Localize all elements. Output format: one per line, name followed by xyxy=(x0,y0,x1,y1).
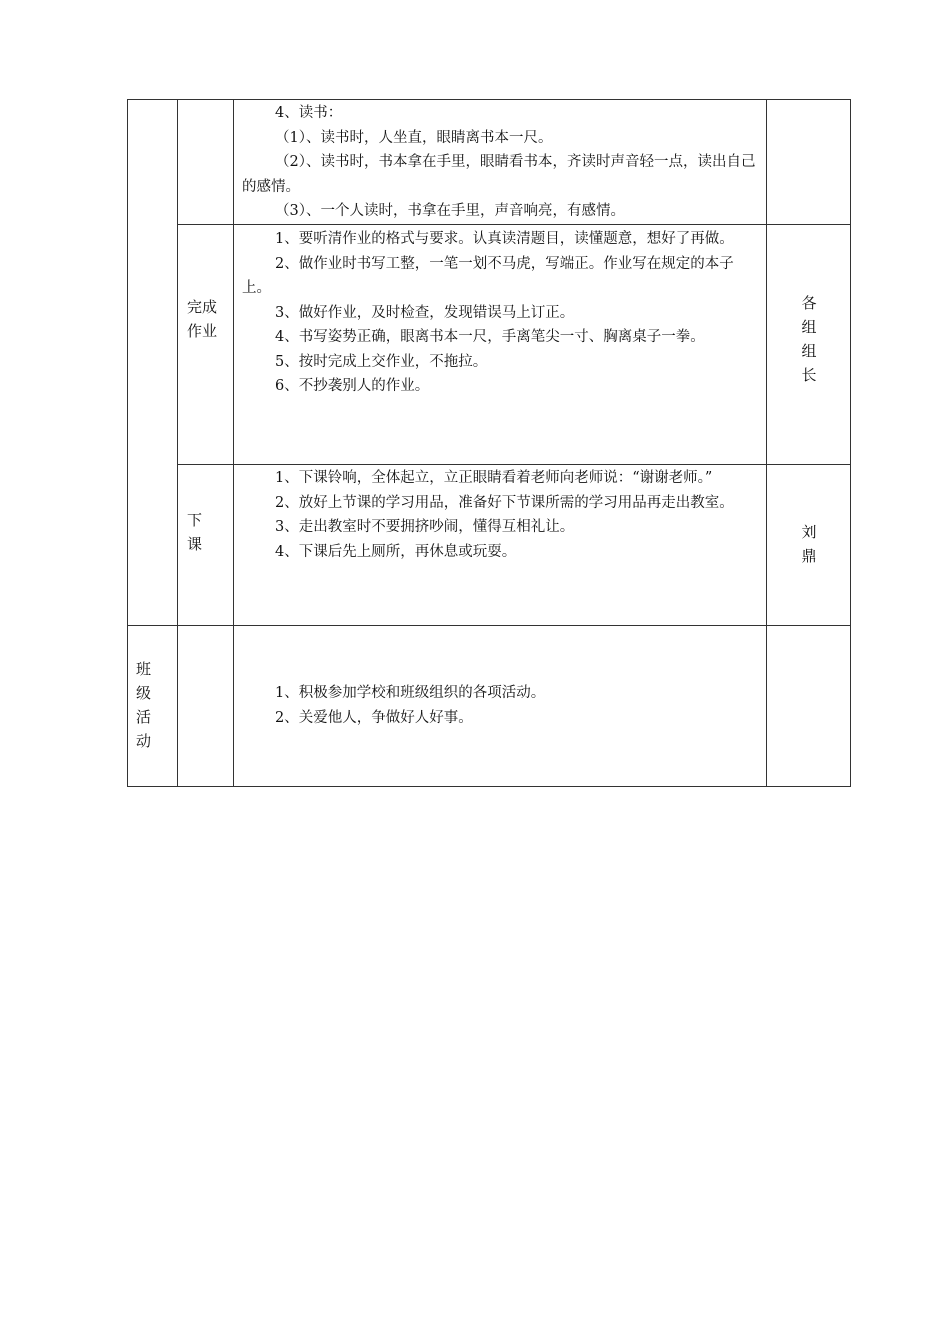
content-line: 3、走出教室时不要拥挤吵闹，懂得互相礼让。 xyxy=(275,519,575,535)
item-text: 下课 xyxy=(187,511,203,553)
responsible-label xyxy=(799,520,819,568)
column-divider xyxy=(177,99,178,787)
item-label xyxy=(187,508,205,556)
content-line: 2、做作业时书写工整，一笔一划不马虎，写端正。作业写在规定的本子上。 xyxy=(242,255,734,296)
table-border-right xyxy=(850,99,851,787)
category-text: 班级活动 xyxy=(136,660,152,750)
row-divider xyxy=(177,224,851,225)
content-line: 5、按时完成上交作业，不拖拉。 xyxy=(275,353,488,370)
table-border-top xyxy=(127,99,851,100)
row-divider xyxy=(177,464,851,465)
content-line: （1）、读书时，人坐直，眼睛离书本一尺。 xyxy=(275,129,553,146)
content-line: 2、放好上节课的学习用品，准备好下节课所需的学习用品再走出教室。 xyxy=(275,494,734,511)
content-line: 6、不抄袭别人的作业。 xyxy=(275,378,430,394)
row-3-content xyxy=(242,466,759,564)
content-line: 2、关爱他人，争做好人好事。 xyxy=(275,709,473,726)
content-line: 3、做好作业，及时检查，发现错误马上订正。 xyxy=(275,304,575,321)
schedule-table xyxy=(127,99,851,787)
content-line: 4、下课后先上厕所，再休息或玩耍。 xyxy=(275,543,517,560)
row-4-content xyxy=(242,681,759,730)
content-line: 4、书写姿势正确，眼离书本一尺，手离笔尖一寸、胸离桌子一拳。 xyxy=(275,329,705,345)
row-2-content xyxy=(242,227,759,399)
table-border-left xyxy=(127,99,128,787)
column-divider xyxy=(233,99,234,787)
responsible-text: 刘鼎 xyxy=(801,523,817,565)
category-label xyxy=(136,657,154,753)
content-line: 1、要听清作业的格式与要求。认真读清题目，读懂题意，想好了再做。 xyxy=(275,231,734,247)
table-border-bottom xyxy=(127,786,851,787)
responsible-label xyxy=(799,291,819,387)
row-divider xyxy=(127,625,851,626)
content-line: （3）、一个人读时，书拿在手里，声音响亮，有感情。 xyxy=(275,203,625,219)
content-line: 1、下课铃响，全体起立，立正眼睛看着老师向老师说：“谢谢老师。” xyxy=(275,470,713,486)
responsible-text: 各组组长 xyxy=(801,294,817,384)
item-text: 完成作业 xyxy=(187,298,218,340)
row-1-content xyxy=(242,101,759,224)
content-line: 1、积极参加学校和班级组织的各项活动。 xyxy=(275,685,546,701)
content-line: 4、读书： xyxy=(275,105,343,121)
item-label xyxy=(187,295,227,343)
content-line: （2）、读书时，书本拿在手里，眼睛看书本，齐读时声音轻一点，读出自己的感情。 xyxy=(242,154,756,195)
column-divider xyxy=(766,99,767,787)
